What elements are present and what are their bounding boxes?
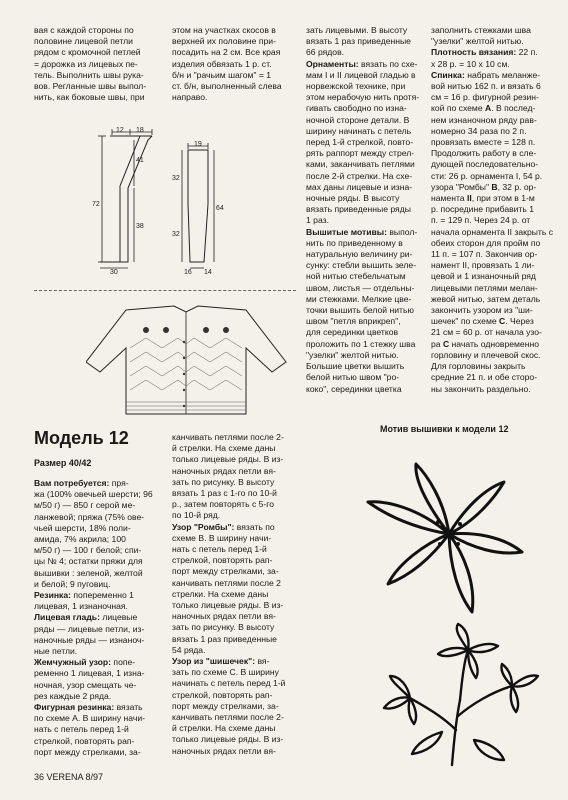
text-fragment: см = 16 р. фигурной резин- — [431, 92, 539, 103]
dim-19: 19 — [194, 141, 202, 148]
text-line: 66 рядов. — [306, 47, 345, 58]
text-fragment: средние 21 п. и обе сторо- — [431, 372, 538, 383]
text-fragment: . В послед- — [491, 103, 536, 114]
bumps-paragraph — [172, 656, 296, 757]
text-fragment: вязать по схе- — [358, 58, 418, 69]
text-line: вязать 1 раз приведенные — [306, 36, 411, 47]
top-col1 — [34, 25, 166, 103]
paragraph-label: Узор из "шишечек": — [172, 656, 256, 667]
text-line: вязать 1 раз приведенные — [172, 633, 277, 644]
text-line — [431, 81, 553, 92]
text-fragment: , при этом в 1-м — [471, 193, 535, 204]
dim-32-upper: 32 — [172, 175, 180, 182]
text-fragment: Для горловины закрыть — [431, 361, 526, 372]
pattern-back-diagram — [30, 126, 180, 276]
text-line: порт между стрелками, за- — [172, 700, 279, 711]
text-line: х 28 р. = 10 х 10 см. — [431, 58, 510, 69]
text-line — [431, 47, 553, 58]
text-line: чьей шерсти, 18% поли- — [34, 522, 131, 533]
text-line — [34, 657, 164, 668]
text-fragment: лицевыми петлями мелан- — [431, 282, 538, 293]
text-line: норвежской технике, при — [306, 81, 406, 92]
text-line: ст. б/н, выполненный слева — [172, 81, 282, 92]
stockinette-paragraph — [34, 612, 164, 657]
paragraph-label: Резинка: — [34, 590, 71, 601]
text-line — [431, 283, 553, 294]
text-fragment: вязать — [114, 702, 143, 713]
text-line: ной нитью стебельчатым — [306, 271, 406, 282]
page-footer: 36 VERENA 8/97 — [34, 772, 104, 782]
dim-72: 72 — [92, 201, 100, 208]
text-line — [34, 590, 164, 601]
paragraph-label: Вышитые мотивы: — [306, 226, 387, 237]
text-line — [431, 249, 553, 260]
text-line — [431, 182, 553, 193]
text-line: "узелки" желтой нитью. — [431, 36, 524, 47]
text-fragment: номерно 34 раза по 2 п. — [431, 125, 527, 136]
model-title: Модель 12 — [34, 428, 129, 448]
text-line: натуральную величину ри- — [306, 249, 413, 260]
text-line: начинать с петель перед 1-й — [172, 678, 286, 689]
text-line: ные петли. — [34, 646, 78, 657]
figured-rib-paragraph — [34, 702, 164, 758]
text-line: точки вышить белой нитью — [306, 305, 414, 316]
text-line: схеме В. В ширину начи- — [172, 532, 272, 543]
text-line: рез каждые 2 ряда. — [34, 690, 112, 701]
text-fragment: р. посредине прибавить 1 — [431, 204, 535, 215]
text-line: зать лицевыми. В высоту — [306, 25, 408, 35]
dim-14: 14 — [204, 269, 212, 276]
text-fragment: начала орнамента II закрыть с — [431, 226, 553, 237]
text-line — [431, 372, 553, 383]
text-line: й стрелки. На схеме даны — [172, 443, 276, 454]
text-line — [431, 70, 553, 81]
text-line — [431, 305, 553, 316]
text-line: ширину начинать с петель — [306, 125, 412, 136]
text-line: ланжевой; пряжа (75% ове- — [34, 511, 145, 522]
text-line — [431, 384, 553, 395]
text-line: после 2-й стрелки. На схе- — [306, 170, 413, 181]
text-line: зать по рисунку. В высоту — [172, 476, 275, 487]
text-fragment: лицевые — [99, 612, 138, 623]
text-line — [431, 148, 553, 159]
model-size: Размер 40/42 — [34, 458, 92, 468]
text-line — [172, 522, 296, 533]
text-fragment: дующей последовательно- — [431, 159, 539, 170]
text-fragment: шечек" по схеме — [431, 316, 500, 327]
text-line — [431, 361, 553, 372]
paragraph-label: Лицевая гладь: — [34, 612, 100, 623]
text-line: цы № 4; остатки пряжи для — [34, 556, 143, 567]
text-line: канчивать петлями после 2- — [172, 712, 284, 723]
text-line: ременно 1 лицевая, 1 изна- — [34, 668, 145, 679]
paragraph-label: Жемчужный узор: — [34, 657, 112, 668]
text-line: только лицевые ряды. В из- — [172, 600, 284, 611]
schema-ref: II — [466, 193, 472, 204]
text-fragment: нем изнаночном ряду рав- — [431, 114, 537, 125]
text-line: стрелки. На схеме даны — [172, 588, 269, 599]
pearl-paragraph — [34, 657, 164, 702]
ornaments-paragraph — [306, 59, 424, 227]
schema-ref: С — [442, 338, 450, 349]
text-line: наночных рядах петли вя- — [172, 465, 276, 476]
text-fragment: узора "Ромбы" — [431, 181, 492, 192]
text-fragment: 21 см = 60 р. от начала узо- — [431, 327, 542, 338]
text-fragment: 11 п. = 107 п. Закончив ор- — [431, 249, 538, 260]
top-col2 — [172, 25, 300, 103]
schema-ref: В — [491, 181, 498, 192]
text-line: нать с петель перед 1-й — [172, 544, 267, 555]
text-fragment: ра — [431, 338, 443, 349]
text-line — [431, 350, 553, 361]
text-line — [431, 215, 553, 226]
paragraph-label: Орнаменты: — [306, 58, 359, 69]
text-fragment: . Через — [505, 316, 534, 327]
text-line — [306, 227, 424, 238]
text-fragment: цевой и 1 изнаночный ряд — [431, 271, 536, 282]
text-line: половине лицевой петли — [34, 36, 133, 47]
text-line: для серединки цветков — [306, 327, 399, 338]
pattern-sleeve-diagram — [170, 140, 250, 280]
text-line: лицевая, 1 изнаночная. — [34, 601, 128, 612]
text-line: перед 1-й стрелкой, повто- — [306, 137, 414, 148]
text-fragment: провязать вместе = 128 п. — [431, 137, 536, 148]
top-col3 — [306, 25, 424, 395]
text-line — [431, 159, 553, 170]
text-line — [431, 204, 553, 215]
text-line: стрелкой, повторять рап- — [172, 689, 273, 700]
text-fragment: вязать по — [234, 521, 275, 532]
text-fragment: вя- — [255, 656, 270, 667]
dim-16: 16 — [184, 269, 192, 276]
text-fragment: попе- — [111, 657, 136, 668]
top-col4 — [431, 25, 553, 395]
text-line: рядом с кромочной петлей — [34, 47, 141, 58]
materials-paragraph — [34, 478, 164, 590]
text-line — [431, 171, 553, 182]
rhombs-paragraph — [172, 522, 296, 656]
text-line: ками, заканчивать петлями — [306, 159, 415, 170]
dim-12: 12 — [116, 127, 124, 134]
left-col — [34, 478, 164, 758]
text-line: зать по схеме С. В ширину — [172, 667, 279, 678]
text-line: рять раппорт между стрел- — [306, 148, 415, 159]
text-line: м/50 г) — 850 г серой ме- — [34, 500, 136, 511]
text-line: сунку: стебли вышить зеле- — [306, 260, 417, 271]
text-fragment: горловину и плечевой скос. — [431, 349, 541, 360]
text-fragment: начать одновременно — [449, 338, 539, 349]
text-fragment: сти: 26 р. орнамента I, 54 р. — [431, 170, 543, 181]
text-line: ночные ряды. В высоту — [306, 193, 400, 204]
text-line — [431, 271, 553, 282]
text-fragment: обеих сторон для пройм по — [431, 237, 541, 248]
density-paragraph — [431, 47, 553, 69]
text-line: амида, 7% акрила; 100 — [34, 534, 126, 545]
cardigan-sketch — [86, 302, 296, 422]
paragraph-label: Плотность вязания: — [431, 47, 517, 58]
text-line: мах даны лицевые и изна- — [306, 181, 413, 192]
text-line: нить, как боковые швы, при — [34, 92, 145, 103]
text-line: ряды — лицевые петли, из- — [34, 623, 145, 634]
text-line: б/н и "рачьим шагом" = 1 — [172, 69, 272, 80]
paragraph-label: Спинка: — [431, 69, 465, 80]
embroidery-caption: Мотив вышивки к модели 12 — [380, 424, 509, 434]
text-line: нать с петель перед 1-й — [34, 724, 129, 735]
dim-30: 30 — [110, 269, 118, 276]
text-fragment: 22 п. — [516, 47, 538, 58]
text-line: ми стежками. Мелкие цве- — [306, 293, 412, 304]
text-line: наночных рядах петли вя- — [172, 745, 276, 756]
rib-paragraph — [34, 590, 164, 612]
text-line — [34, 612, 164, 623]
text-fragment: вой нитью 162 п. и вязать 6 — [431, 81, 541, 92]
text-line: стрелкой, повторять рап- — [34, 735, 135, 746]
text-line — [431, 294, 553, 305]
text-line: порт между стрелками, за- — [34, 746, 141, 757]
text-line — [431, 126, 553, 137]
text-line — [34, 702, 164, 713]
text-line: наночных рядах петли вя- — [172, 611, 276, 622]
text-line: и белой; 9 пуговиц. — [34, 578, 111, 589]
paragraph-label: Узор "Ромбы": — [172, 521, 235, 532]
text-line: белой нитью швом "ро- — [306, 372, 400, 383]
text-line — [431, 327, 553, 338]
text-line: посадить на 2 см. Все края — [172, 47, 281, 58]
text-line: зать по рисунку. В высоту — [172, 622, 275, 633]
text-line — [431, 227, 553, 238]
schema-ref: А — [485, 103, 492, 114]
schema-ref: С — [499, 316, 506, 327]
text-line: м/50 г) — 100 г белой; спи- — [34, 545, 142, 556]
mid-col — [172, 432, 296, 757]
paragraph-label: Вам потребуется: — [34, 478, 110, 488]
text-line: этом на участках скосов в — [172, 25, 276, 35]
text-line: по 10-й ряд. — [172, 510, 221, 521]
text-line: ночная, узор смещать че- — [34, 679, 137, 690]
text-line — [306, 59, 424, 70]
text-line: 54 ряда. — [172, 644, 206, 655]
text-line: изделия обвязать 1 р. ст. — [172, 58, 272, 69]
text-line: = дорожка из лицевых пе- — [34, 58, 138, 69]
text-fragment: пря- — [109, 478, 129, 488]
text-line — [431, 115, 553, 126]
paragraph-label: Фигурная резинка: — [34, 702, 115, 713]
text-line: тель. Выполнить швы рука- — [34, 69, 144, 80]
dim-18: 18 — [136, 127, 144, 134]
text-fragment: закончить узором из "ши- — [431, 305, 533, 316]
text-fragment: намента — [431, 193, 467, 204]
text-line: вов. Регланные швы выпол- — [34, 81, 147, 92]
text-line: заполнить стежками шва — [431, 25, 531, 35]
text-line: коко", серединки цветка — [306, 383, 402, 394]
text-line — [431, 103, 553, 114]
text-line: швом, листья — отдельны- — [306, 282, 415, 293]
text-line: "узелки" желтой нитью. — [306, 349, 399, 360]
text-line: проложить по 1 стежку шва — [306, 338, 416, 349]
dim-41: 41 — [136, 157, 144, 164]
text-line: наночные ряды — изнаноч- — [34, 634, 145, 645]
text-line — [431, 238, 553, 249]
embroidery-large-flower — [354, 444, 544, 634]
dim-38: 38 — [136, 223, 144, 230]
text-line — [431, 316, 553, 327]
text-line: направо. — [172, 92, 208, 103]
text-line — [431, 92, 553, 103]
divider — [34, 290, 296, 291]
text-line: только лицевые ряды. В из- — [172, 454, 284, 465]
text-fragment: жевой нитью, затем деталь — [431, 293, 541, 304]
text-line: вязать 1 раз с 1-го по 10-й — [172, 488, 277, 499]
dim-64: 64 — [216, 205, 224, 212]
text-line: вязать приведенные ряды — [306, 204, 411, 215]
text-fragment: набрать меланже- — [464, 69, 541, 80]
text-line — [431, 339, 553, 350]
text-line: вая с каждой стороны по — [34, 25, 134, 35]
text-line: й стрелки. На схеме даны — [172, 723, 276, 734]
text-line: вышивки : зеленой, желтой — [34, 567, 143, 578]
text-line: по схеме А. В ширину начи- — [34, 713, 145, 724]
text-line: канчивать петлями после 2- — [172, 432, 284, 442]
text-line: Большие цветки вышить — [306, 361, 405, 372]
text-line — [34, 478, 164, 489]
text-line: жа (100% овечьей шерсти; 96 — [34, 489, 153, 500]
text-line: порт между стрелками, за- — [172, 566, 279, 577]
text-line: 1 раз. — [306, 215, 329, 226]
text-line — [431, 260, 553, 271]
text-line: р., затем повторять с 5-го — [172, 499, 275, 510]
text-fragment: Продолжить работу в сле- — [431, 148, 537, 159]
text-line — [431, 193, 553, 204]
text-line — [431, 137, 553, 148]
text-fragment: п. = 129 п. Через 24 р. от — [431, 215, 531, 226]
motifs-paragraph — [306, 227, 424, 395]
dim-32-lower: 32 — [172, 231, 180, 238]
text-fragment: , 32 р. ор- — [497, 181, 537, 192]
text-line: ночной стороне детали. В — [306, 114, 410, 125]
text-line: этом нерабочую нить протя- — [306, 92, 420, 103]
text-fragment: кой по схеме — [431, 103, 485, 114]
text-line: верхней их половине при- — [172, 36, 276, 47]
embroidery-branch — [372, 620, 552, 770]
text-fragment: ны закончить раздельно. — [431, 383, 531, 394]
text-line: стрелкой, повторять рап- — [172, 555, 273, 566]
text-line: гивать свободно по изна- — [306, 103, 407, 114]
text-line: только лицевые ряды. В из- — [172, 734, 284, 745]
text-line: канчивать петлями после 2 — [172, 577, 281, 588]
back-paragraph — [431, 70, 553, 395]
text-fragment: намент II, провязать 1 ли- — [431, 260, 535, 271]
text-line — [172, 656, 296, 667]
text-line: нить по приведенному в — [306, 237, 403, 248]
text-line: швом "петля вприкреп", — [306, 316, 401, 327]
text-fragment: попеременно 1 — [71, 590, 134, 601]
text-line: мам I и II лицевой гладью в — [306, 69, 416, 80]
text-fragment: выпол- — [386, 226, 418, 237]
